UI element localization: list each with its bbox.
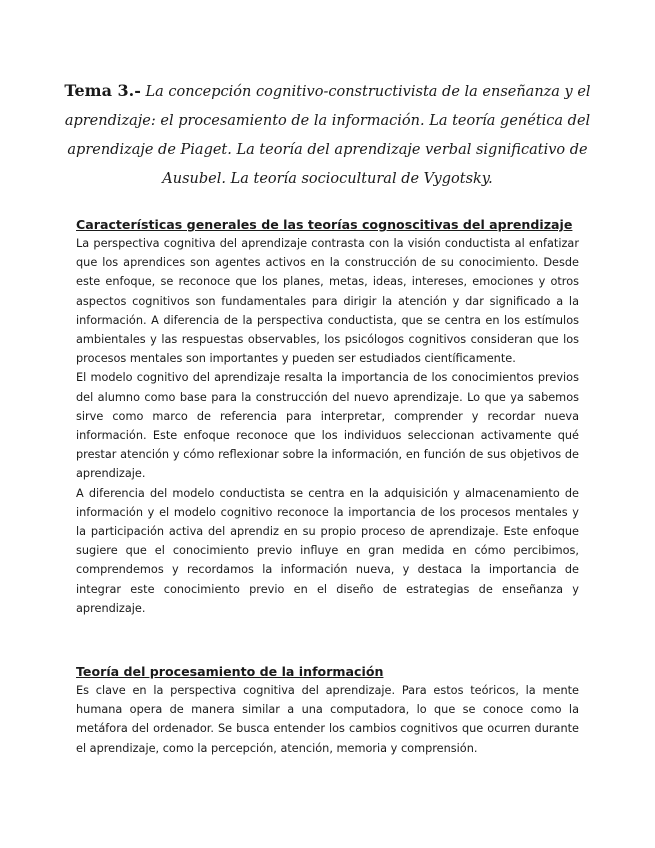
paragraph: El modelo cognitivo del aprendizaje resalta la importancia de los conocimientos previos del alumno como base para la construcción del nuevo aprendizaje. Lo que ya sabemos sirve como marco de referencia para interpretar, comprender y recordar nueva información. Este enfoque reconoce que los individuos seleccionan activamente qué prestar atención y cómo reflexionar sobre la información, en función de sus objetivos de aprendizaje. xyxy=(76,371,579,481)
paragraph: A diferencia del modelo conductista se centra en la adquisición y almacenamiento de información y el modelo cognitivo reconoce la importancia de los procesos mentales y la participación activa del aprendiz en su propio proceso de aprendizaje. Este enfoque sugiere que el conocimiento previo influye en gran medida en cómo percibimos, comprendemos y recordamos la información nueva, y destaca la importancia de integrar este conocimiento previo en el diseño de estrategias de enseñanza y aprendizaje. xyxy=(76,486,579,615)
section-heading: Teoría del procesamiento de la información xyxy=(76,664,384,679)
title-lead: Tema 3.- xyxy=(64,81,141,100)
document-title xyxy=(60,76,595,194)
paragraph: Es clave en la perspectiva cognitiva del aprendizaje. Para estos teóricos, la mente humana opera de manera similar a una computadora, lo que se conoce como la metáfora del ordenador. Se busca entender los cambios cognitivos que ocurren durante el aprendizaje, como la percepción, atención, memoria y comprensión. xyxy=(76,684,579,755)
paragraph: La perspectiva cognitiva del aprendizaje contrasta con la visión conductista al enfatizar que los aprendices son agentes activos en la construcción de su conocimiento. Desde este enfoque, se reconoce que los planes, metas, ideas, intereses, emociones y otros aspectos cognitivos son fundamentales para dirigir la atención y dar significado a la información. A diferencia de la perspectiva conductista, que se centra en los estímulos ambientales y las respuestas observables, los psicólogos cognitivos consideran que los procesos mentales son importantes y pueden ser estudiados científicamente. xyxy=(76,237,579,366)
section-heading: Características generales de las teorías cognoscitivas del aprendizaje xyxy=(76,217,573,232)
section-information-processing xyxy=(76,662,579,758)
title-text: La concepción cognitivo-constructivista de la enseñanza y el aprendizaje: el procesamiento de la información. La teoría genética del aprendizaje de Piaget. La teoría del aprendizaje verbal significativo de Ausubel. La teoría sociocultural de Vygotsky. xyxy=(64,84,591,187)
section-cognitive-theories xyxy=(76,215,579,618)
